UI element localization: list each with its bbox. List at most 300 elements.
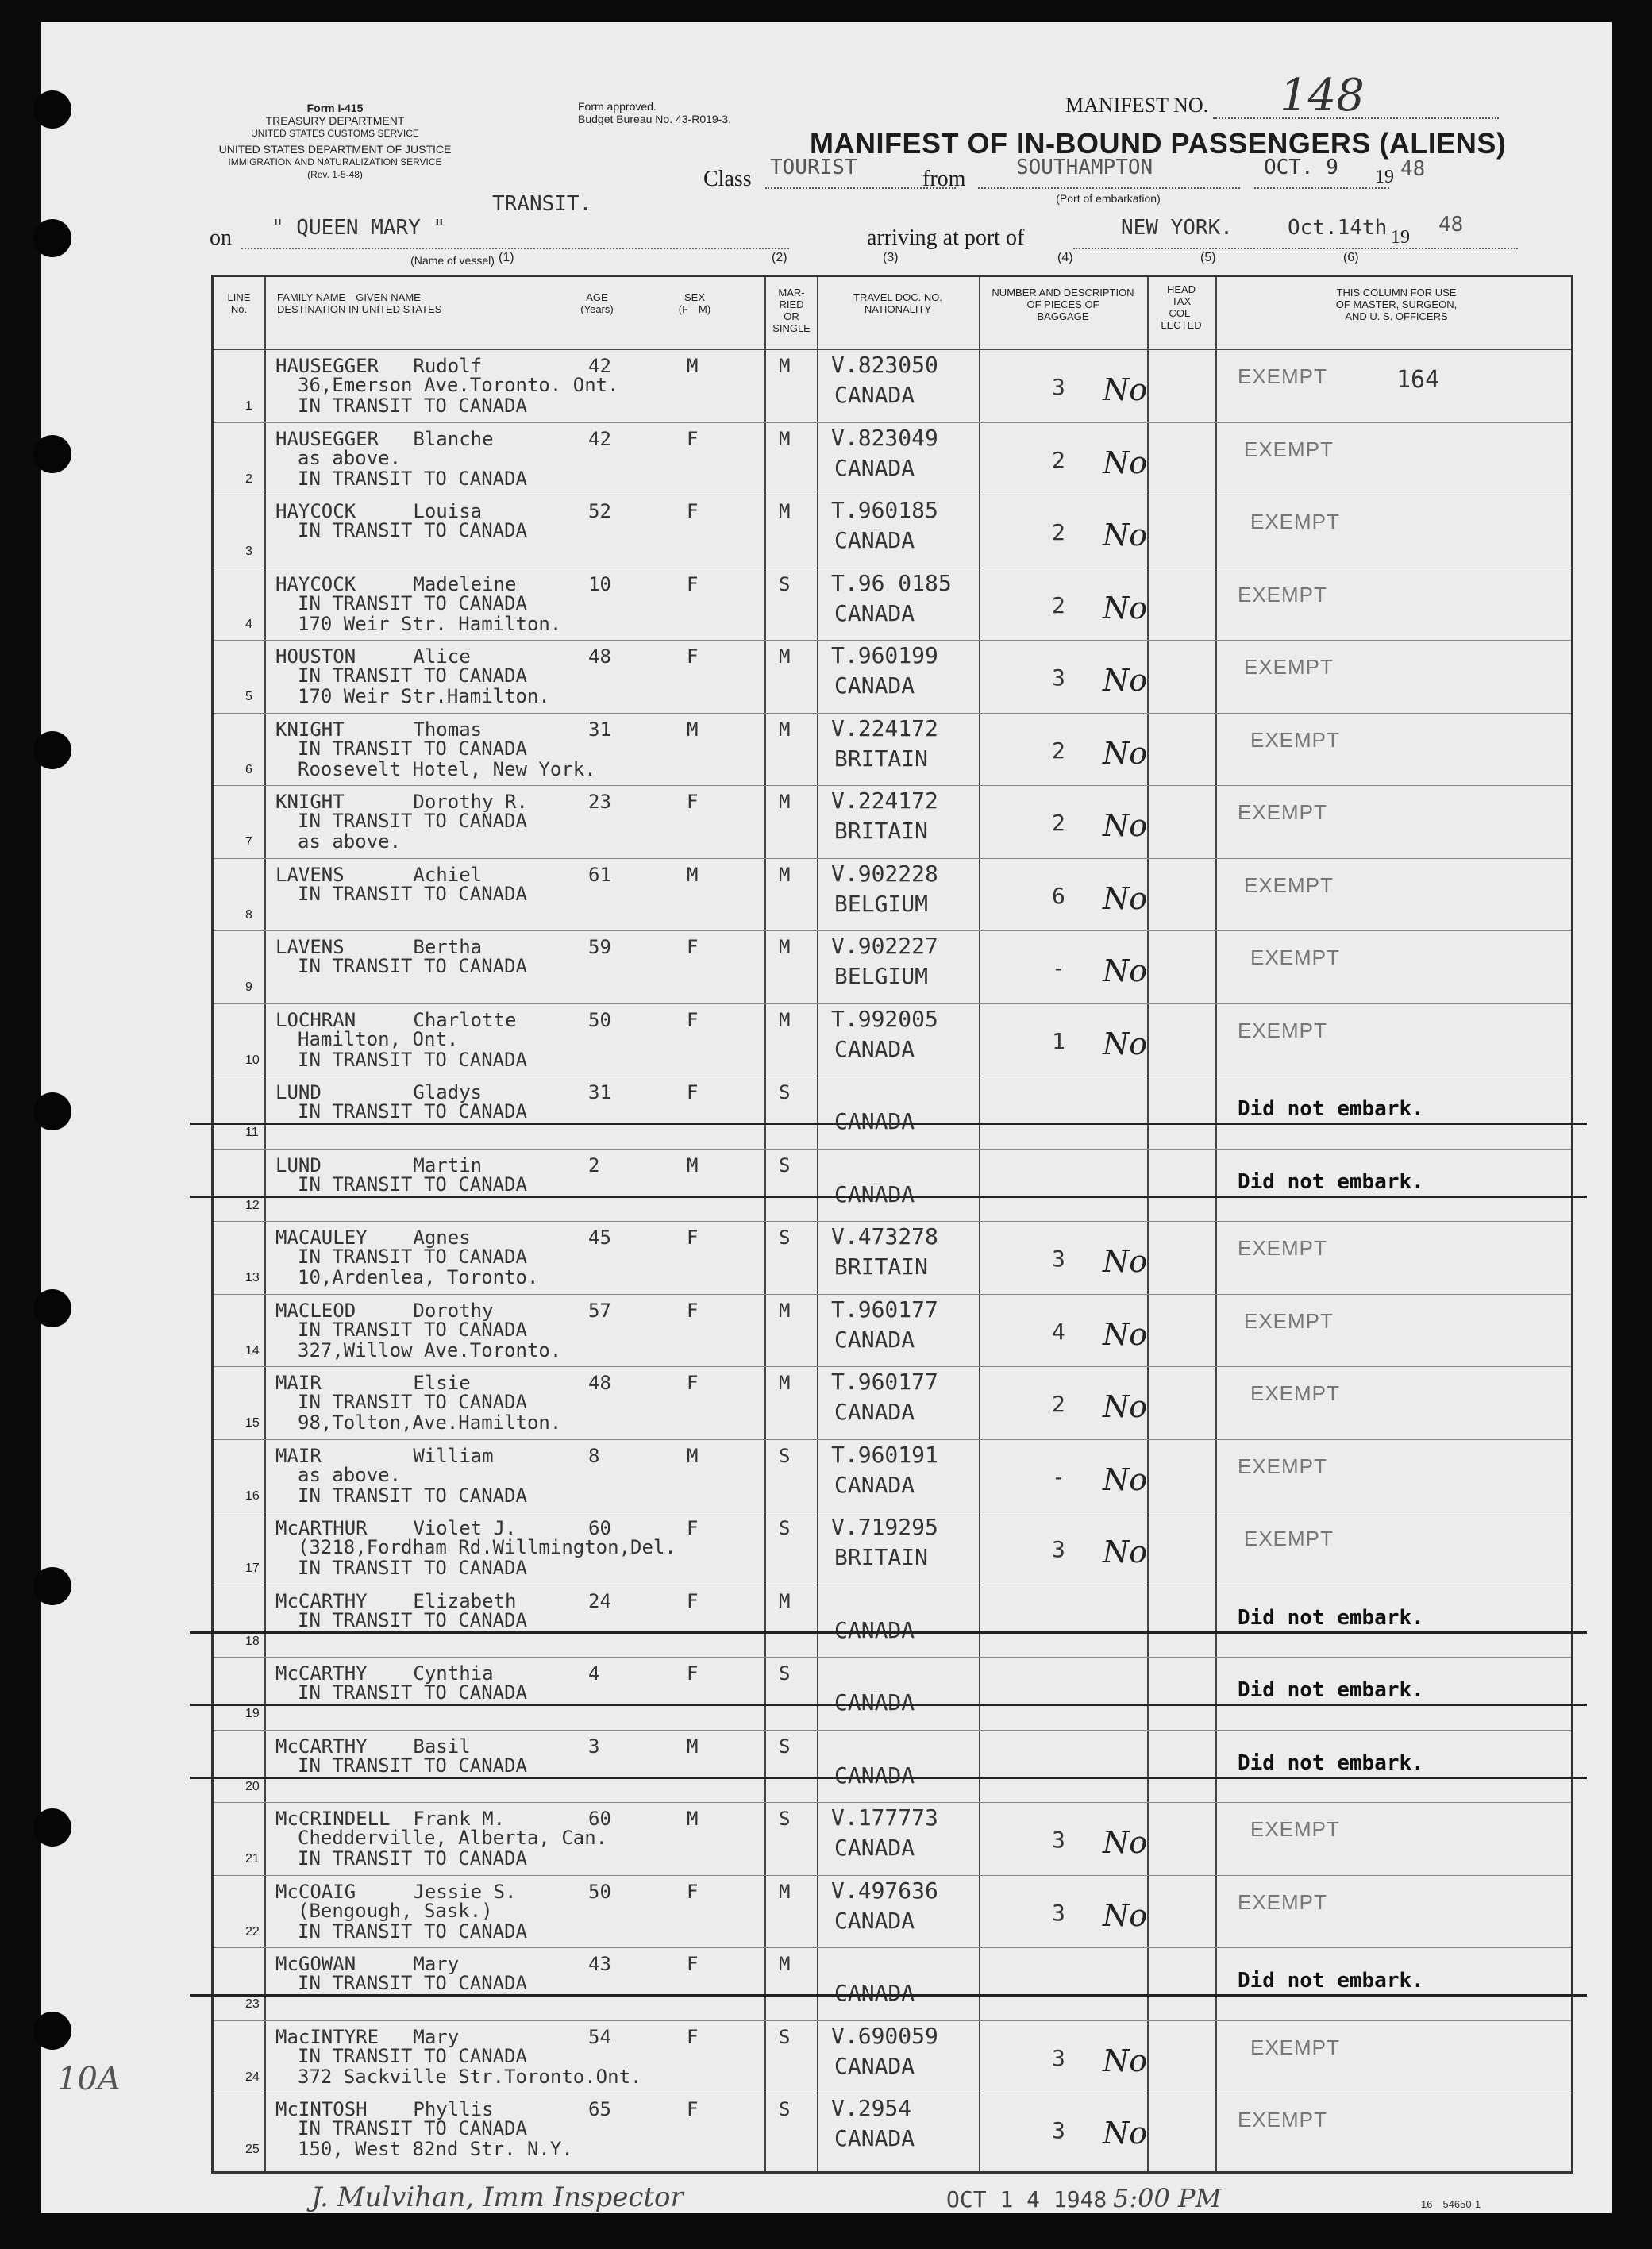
passenger-name: MAIR Elsie (275, 1372, 471, 1394)
page-title: MANIFEST OF IN-BOUND PASSENGERS (ALIENS) (810, 127, 1507, 160)
nationality: CANADA (834, 454, 915, 481)
destination-line-1: as above. (298, 1463, 402, 1486)
passenger-row (214, 423, 1571, 495)
destination-line-2: 170 Weir Str.Hamilton. (298, 685, 550, 707)
sex: F (687, 2098, 699, 2120)
travel-doc-number: V.823049 (831, 424, 938, 451)
header-travel-doc: TRAVEL DOC. NO. NATIONALITY (853, 291, 942, 315)
punch-hole (33, 1092, 71, 1130)
line-number: 24 (245, 2070, 260, 2084)
passenger-name: McCARTHY Cynthia (275, 1662, 494, 1685)
destination-line-2: IN TRANSIT TO CANADA (298, 395, 527, 417)
line-number: 21 (245, 1852, 260, 1866)
travel-doc-number: V.497636 (831, 1877, 938, 1904)
exempt-stamp: EXEMPT (1238, 1018, 1327, 1042)
nationality: CANADA (834, 1689, 915, 1716)
justice-dept: UNITED STATES DEPARTMENT OF JUSTICE (218, 143, 452, 156)
baggage-count: 3 (1052, 1899, 1065, 1926)
nationality: BRITAIN (834, 818, 929, 844)
line-number: 4 (245, 617, 252, 631)
head-tax-mark: No (1103, 735, 1148, 771)
exempt-stamp: EXEMPT (1244, 1308, 1334, 1333)
marital-status: S (779, 2098, 791, 2120)
line-number: 22 (245, 1924, 260, 1939)
punch-hole (33, 1289, 71, 1327)
date-value: OCT. 9 (1264, 156, 1338, 179)
port-line (1073, 248, 1518, 249)
passenger-row (214, 568, 1571, 640)
header-married: MAR- RIED OR SINGLE (772, 287, 811, 334)
head-tax-mark: No (1103, 880, 1148, 916)
line-number: 14 (245, 1343, 260, 1357)
destination-line-1: (3218,Fordham Rd.Willmington,Del. (298, 1536, 676, 1558)
marital-status: S (779, 1081, 791, 1103)
baggage-count: 1 (1052, 1027, 1065, 1054)
travel-doc-number: V.823050 (831, 352, 938, 378)
line-number: 7 (245, 835, 252, 849)
marital-status: S (779, 1808, 791, 1830)
destination-line-1: IN TRANSIT TO CANADA (298, 1681, 527, 1704)
inspector-signature: J. Mulvihan, Imm Inspector (311, 2182, 684, 2213)
nationality: CANADA (834, 1108, 915, 1134)
age: 61 (588, 863, 611, 886)
baggage-count: 4 (1052, 1318, 1065, 1345)
nationality: CANADA (834, 527, 915, 553)
passenger-name: LAVENS Bertha (275, 936, 483, 958)
travel-doc-number: T.96 0185 (831, 569, 952, 596)
age: 31 (588, 1081, 611, 1103)
travel-doc-number: V.719295 (831, 1514, 938, 1540)
sex: F (687, 1081, 699, 1103)
did-not-embark-note: Did not embark. (1238, 1969, 1424, 1993)
punch-hole (33, 2012, 71, 2050)
class-value: TOURIST (770, 156, 857, 179)
marital-status: S (779, 1153, 791, 1176)
travel-doc-number: V.690059 (831, 2022, 938, 2049)
punch-hole (33, 219, 71, 257)
passenger-name: McCRINDELL Frank M. (275, 1808, 505, 1830)
nationality: BELGIUM (834, 963, 929, 989)
marital-status: M (779, 936, 791, 958)
did-not-embark-note: Did not embark. (1238, 1750, 1424, 1775)
customs-service: UNITED STATES CUSTOMS SERVICE (251, 128, 419, 139)
baggage-count: 3 (1052, 1827, 1065, 1853)
line-number: 17 (245, 1562, 260, 1575)
age: 31 (588, 718, 611, 741)
nationality: BRITAIN (834, 745, 929, 772)
head-tax-mark: No (1103, 953, 1148, 988)
marital-status: S (779, 1735, 791, 1758)
destination-line-2: IN TRANSIT TO CANADA (298, 467, 527, 490)
marital-status: M (779, 427, 791, 450)
sex: M (687, 1153, 699, 1176)
nationality: BRITAIN (834, 1544, 929, 1570)
marital-status: M (779, 863, 791, 886)
form-id-block (232, 102, 438, 140)
passenger-row (214, 1658, 1571, 1729)
time-stamp: 5:00 PM (1113, 2183, 1222, 2213)
marital-status: M (779, 1299, 791, 1322)
nationality: BRITAIN (834, 1254, 929, 1280)
year-prefix: 19 (1375, 167, 1394, 187)
head-tax-mark: No (1103, 2116, 1148, 2151)
nationality: CANADA (834, 672, 915, 699)
nationality: CANADA (834, 1616, 915, 1643)
baggage-count: 2 (1052, 446, 1065, 473)
nationality: CANADA (834, 1399, 915, 1425)
nationality: CANADA (834, 1471, 915, 1498)
manifest-no-label: MANIFEST NO. (1065, 94, 1209, 117)
age: 50 (588, 1008, 611, 1031)
marital-status: M (779, 1953, 791, 1975)
exempt-stamp: EXEMPT (1250, 1817, 1340, 1841)
passenger-name: MacINTYRE Mary (275, 2025, 460, 2048)
line-number: 2 (245, 472, 252, 486)
destination-line-1: IN TRANSIT TO CANADA (298, 1608, 527, 1631)
sex: M (687, 355, 699, 377)
line-number: 19 (245, 1707, 260, 1720)
exempt-stamp: EXEMPT (1244, 1527, 1334, 1550)
passenger-name: HOUSTON Alice (275, 645, 471, 668)
head-tax-mark: No (1103, 1825, 1148, 1860)
marital-status: M (779, 718, 791, 741)
punch-hole (33, 1567, 71, 1605)
passenger-row (214, 1731, 1571, 1802)
nationality: CANADA (834, 382, 915, 408)
passenger-name: McCARTHY Elizabeth (275, 1589, 517, 1612)
age: 59 (588, 936, 611, 958)
strike-through-line (190, 1123, 1587, 1125)
marital-status: S (779, 1444, 791, 1467)
age: 42 (588, 355, 611, 377)
exempt-stamp: EXEMPT (1250, 510, 1340, 533)
marital-status: M (779, 645, 791, 668)
line-number: 18 (245, 1634, 260, 1648)
header-baggage: NUMBER AND DESCRIPTION OF PIECES OF BAGGAGE (992, 287, 1134, 322)
line-number: 16 (245, 1488, 260, 1503)
arrival-port: NEW YORK. (1121, 216, 1233, 240)
sex: F (687, 1662, 699, 1685)
destination-line-1: IN TRANSIT TO CANADA (298, 1246, 527, 1268)
passenger-name: McARTHUR Violet J. (275, 1517, 517, 1539)
col-number: (6) (1343, 251, 1359, 264)
exempt-stamp: EXEMPT (1244, 655, 1334, 679)
head-tax-mark: No (1103, 1026, 1148, 1061)
nationality: CANADA (834, 1035, 915, 1062)
sex: F (687, 1299, 699, 1322)
passenger-name: LUND Gladys (275, 1081, 483, 1103)
baggage-count: 2 (1052, 737, 1065, 764)
baggage-count: 2 (1052, 810, 1065, 836)
baggage-count: - (1052, 1463, 1065, 1490)
nationality: CANADA (834, 1180, 915, 1207)
sex: F (687, 791, 699, 813)
punch-hole (33, 90, 71, 129)
line-number: 11 (245, 1126, 259, 1139)
nationality: CANADA (834, 1326, 915, 1353)
destination-line-2: 10,Ardenlea, Toronto. (298, 1266, 539, 1288)
form-print-number: 16—54650-1 (1421, 2198, 1481, 2210)
header-head-tax: HEAD TAX COL- LECTED (1161, 283, 1202, 331)
destination-line-2: IN TRANSIT TO CANADA (298, 1484, 527, 1507)
age: 3 (588, 1735, 600, 1758)
form-approved: Form approved. (578, 100, 657, 113)
sex: F (687, 500, 699, 522)
exempt-stamp: EXEMPT (1238, 1889, 1327, 1914)
sex: M (687, 863, 699, 886)
ins-service: IMMIGRATION AND NATURALIZATION SERVICE (228, 156, 442, 168)
destination-line-2: IN TRANSIT TO CANADA (298, 1048, 527, 1071)
destination-line-1: as above. (298, 446, 402, 469)
transit-label: TRANSIT. (492, 192, 592, 216)
age: 60 (588, 1517, 611, 1539)
destination-line-1: IN TRANSIT TO CANADA (298, 1972, 527, 1994)
destination-line-1: Hamilton, Ont. (298, 1027, 459, 1050)
marital-status: S (779, 572, 791, 595)
age: 48 (588, 1372, 611, 1394)
nationality: BELGIUM (834, 890, 929, 917)
destination-line-2: as above. (298, 830, 402, 853)
header-age: AGE (Years) (580, 291, 614, 315)
year-value: 48 (1400, 157, 1426, 181)
destination-line-1: IN TRANSIT TO CANADA (298, 519, 527, 541)
travel-doc-number: T.960177 (831, 1296, 938, 1323)
date-line (1254, 187, 1389, 189)
punch-hole (33, 435, 71, 473)
marital-status: M (779, 500, 791, 522)
line-number: 20 (245, 1779, 260, 1793)
travel-doc-number: T.960177 (831, 1369, 938, 1395)
passenger-row (214, 2093, 1571, 2165)
destination-line-1: IN TRANSIT TO CANADA (298, 664, 527, 687)
destination-line-2: 327,Willow Ave.Toronto. (298, 1338, 562, 1361)
sex: F (687, 427, 699, 450)
line-number: 10 (245, 1053, 260, 1067)
strike-through-line (190, 1196, 1587, 1198)
passenger-row (214, 1803, 1571, 1874)
baggage-count: 6 (1052, 882, 1065, 909)
col-number: (2) (772, 251, 787, 264)
class-label: Class (703, 167, 752, 191)
travel-doc-number: T.960191 (831, 1441, 938, 1468)
age: 54 (588, 2025, 611, 2048)
age: 43 (588, 1953, 611, 1975)
passenger-row (214, 931, 1571, 1003)
marital-status: M (779, 355, 791, 377)
nationality: CANADA (834, 1907, 915, 1934)
destination-line-1: Chedderville, Alberta, Can. (298, 1827, 608, 1849)
arrival-year: 48 (1438, 213, 1464, 237)
baggage-count: 2 (1052, 1391, 1065, 1417)
head-tax-mark: No (1103, 1461, 1148, 1497)
sex: M (687, 1735, 699, 1758)
baggage-count: - (1052, 955, 1065, 981)
age: 24 (588, 1589, 611, 1612)
passenger-name: HAYCOCK Louisa (275, 500, 483, 522)
nationality: CANADA (834, 1762, 915, 1789)
from-label: from (922, 167, 966, 191)
passenger-row (214, 1948, 1571, 2020)
passenger-name: McINTOSH Phyllis (275, 2098, 494, 2120)
arriving-label: arriving at port of (867, 225, 1025, 250)
passenger-row (214, 714, 1571, 785)
passenger-row (214, 1076, 1571, 1148)
header-officers: THIS COLUMN FOR USE OF MASTER, SURGEON, AND U. S. OFFICERS (1335, 287, 1458, 322)
destination-line-2: IN TRANSIT TO CANADA (298, 1847, 527, 1870)
exempt-stamp: EXEMPT (1250, 727, 1340, 752)
passenger-name: LOCHRAN Charlotte (275, 1008, 517, 1031)
travel-doc-number: V.224172 (831, 788, 938, 814)
annotation-164: 164 (1396, 366, 1440, 394)
destination-line-2: 98,Tolton,Ave.Hamilton. (298, 1411, 562, 1434)
did-not-embark-note: Did not embark. (1238, 1678, 1424, 1702)
age: 48 (588, 645, 611, 668)
baggage-count: 3 (1052, 664, 1065, 691)
destination-line-1: IN TRANSIT TO CANADA (298, 737, 527, 760)
line-number: 3 (245, 545, 252, 558)
form-id: Form I-415 (306, 102, 364, 114)
destination-line-2: 372 Sackville Str.Toronto.Ont. (298, 2065, 642, 2088)
passenger-row (214, 641, 1571, 712)
destination-line-2: Roosevelt Hotel, New York. (298, 757, 596, 780)
passenger-name: McCARTHY Basil (275, 1735, 471, 1758)
passenger-name: MACLEOD Dorothy (275, 1299, 494, 1322)
destination-line-1: IN TRANSIT TO CANADA (298, 591, 527, 614)
vessel-caption: (Name of vessel) (410, 254, 495, 267)
treasury-dept: TREASURY DEPARTMENT (265, 114, 405, 127)
passenger-row (214, 1004, 1571, 1076)
destination-line-1: 36,Emerson Ave.Toronto. Ont. (298, 374, 619, 396)
did-not-embark-note: Did not embark. (1238, 1169, 1424, 1194)
vessel-name: " QUEEN MARY " (271, 216, 446, 240)
passenger-name: KNIGHT Dorothy R. (275, 791, 528, 813)
line-number: 25 (245, 2143, 260, 2156)
strike-through-line (190, 1631, 1587, 1634)
passenger-row (214, 1440, 1571, 1512)
nationality: CANADA (834, 2125, 915, 2151)
travel-doc-number: V.177773 (831, 1804, 938, 1831)
sex: F (687, 1589, 699, 1612)
sex: F (687, 936, 699, 958)
strike-through-line (190, 1777, 1587, 1779)
passenger-row (214, 1367, 1571, 1438)
did-not-embark-note: Did not embark. (1238, 1097, 1424, 1121)
exempt-stamp: EXEMPT (1244, 437, 1334, 461)
nationality: CANADA (834, 1835, 915, 1861)
passenger-name: MACAULEY Agnes (275, 1227, 471, 1249)
travel-doc-number: T.960185 (831, 497, 938, 523)
nationality: CANADA (834, 2052, 915, 2079)
sex: F (687, 1227, 699, 1249)
passenger-name: LAVENS Achiel (275, 863, 483, 886)
marital-status: M (779, 791, 791, 813)
destination-line-1: IN TRANSIT TO CANADA (298, 1173, 527, 1196)
line-number: 9 (245, 980, 252, 994)
marital-status: M (779, 1880, 791, 1903)
age: 65 (588, 2098, 611, 2120)
age: 52 (588, 500, 611, 522)
manifest-page (41, 22, 1612, 2213)
nationality: CANADA (834, 1980, 915, 2006)
passenger-name: McGOWAN Mary (275, 1953, 460, 1975)
age: 2 (588, 1153, 600, 1176)
sex: F (687, 572, 699, 595)
budget-bureau: Budget Bureau No. 43-R019-3. (578, 113, 732, 125)
baggage-count: 3 (1052, 374, 1065, 400)
sex: F (687, 2025, 699, 2048)
age: 23 (588, 791, 611, 813)
strike-through-line (190, 1704, 1587, 1706)
destination-line-2: IN TRANSIT TO CANADA (298, 1557, 527, 1579)
exempt-stamp: EXEMPT (1238, 582, 1327, 607)
marital-status: M (779, 1372, 791, 1394)
passenger-row (214, 2021, 1571, 2093)
line-number: 13 (245, 1271, 260, 1284)
did-not-embark-note: Did not embark. (1238, 1605, 1424, 1630)
age: 42 (588, 427, 611, 450)
head-tax-mark: No (1103, 590, 1148, 626)
from-line (978, 187, 1240, 189)
nationality: CANADA (834, 599, 915, 626)
passenger-name: HAUSEGGER Blanche (275, 427, 494, 450)
destination-line-1: (Bengough, Sask.) (298, 1899, 493, 1922)
date-stamp: OCT 1 4 1948 (946, 2186, 1107, 2212)
header-sex: SEX (F—M) (678, 291, 711, 315)
travel-doc-number: V.224172 (831, 714, 938, 741)
age: 50 (588, 1880, 611, 1903)
sex: F (687, 1517, 699, 1539)
strike-through-line (190, 1994, 1587, 1997)
sex: F (687, 1008, 699, 1031)
baggage-count: 3 (1052, 1536, 1065, 1562)
arrival-date: Oct.14th (1288, 216, 1388, 240)
vessel-line (241, 248, 789, 249)
age: 60 (588, 1808, 611, 1830)
head-tax-mark: No (1103, 1389, 1148, 1424)
col-number: (1) (499, 251, 514, 264)
line-number: 5 (245, 690, 252, 703)
passenger-row (214, 1876, 1571, 1947)
revision: (Rev. 1-5-48) (307, 169, 363, 180)
destination-line-2: 150, West 82nd Str. N.Y. (298, 2138, 573, 2160)
marital-status: S (779, 1517, 791, 1539)
passenger-row (214, 350, 1571, 422)
passenger-row (214, 786, 1571, 857)
travel-doc-number: V.2954 (831, 2095, 912, 2121)
destination-line-1: IN TRANSIT TO CANADA (298, 1754, 527, 1777)
line-number: 15 (245, 1416, 260, 1430)
destination-line-1: IN TRANSIT TO CANADA (298, 882, 527, 905)
passenger-row (214, 859, 1571, 930)
on-label: on (210, 225, 232, 250)
passenger-row (214, 1295, 1571, 1366)
age: 4 (588, 1662, 600, 1685)
head-tax-mark: No (1103, 1535, 1148, 1569)
baggage-count: 2 (1052, 591, 1065, 618)
exempt-stamp: EXEMPT (1250, 945, 1340, 969)
passenger-row (214, 1512, 1571, 1584)
baggage-count: 2 (1052, 519, 1065, 545)
destination-line-2: IN TRANSIT TO CANADA (298, 1920, 527, 1943)
marital-status: M (779, 1589, 791, 1612)
destination-line-2: 170 Weir Str. Hamilton. (298, 612, 562, 635)
passenger-row (214, 1222, 1571, 1293)
destination-line-1: IN TRANSIT TO CANADA (298, 1318, 527, 1341)
baggage-count: 3 (1052, 2044, 1065, 2071)
passenger-name: MAIR William (275, 1444, 494, 1467)
age: 10 (588, 572, 611, 595)
baggage-count: 3 (1052, 2117, 1065, 2143)
